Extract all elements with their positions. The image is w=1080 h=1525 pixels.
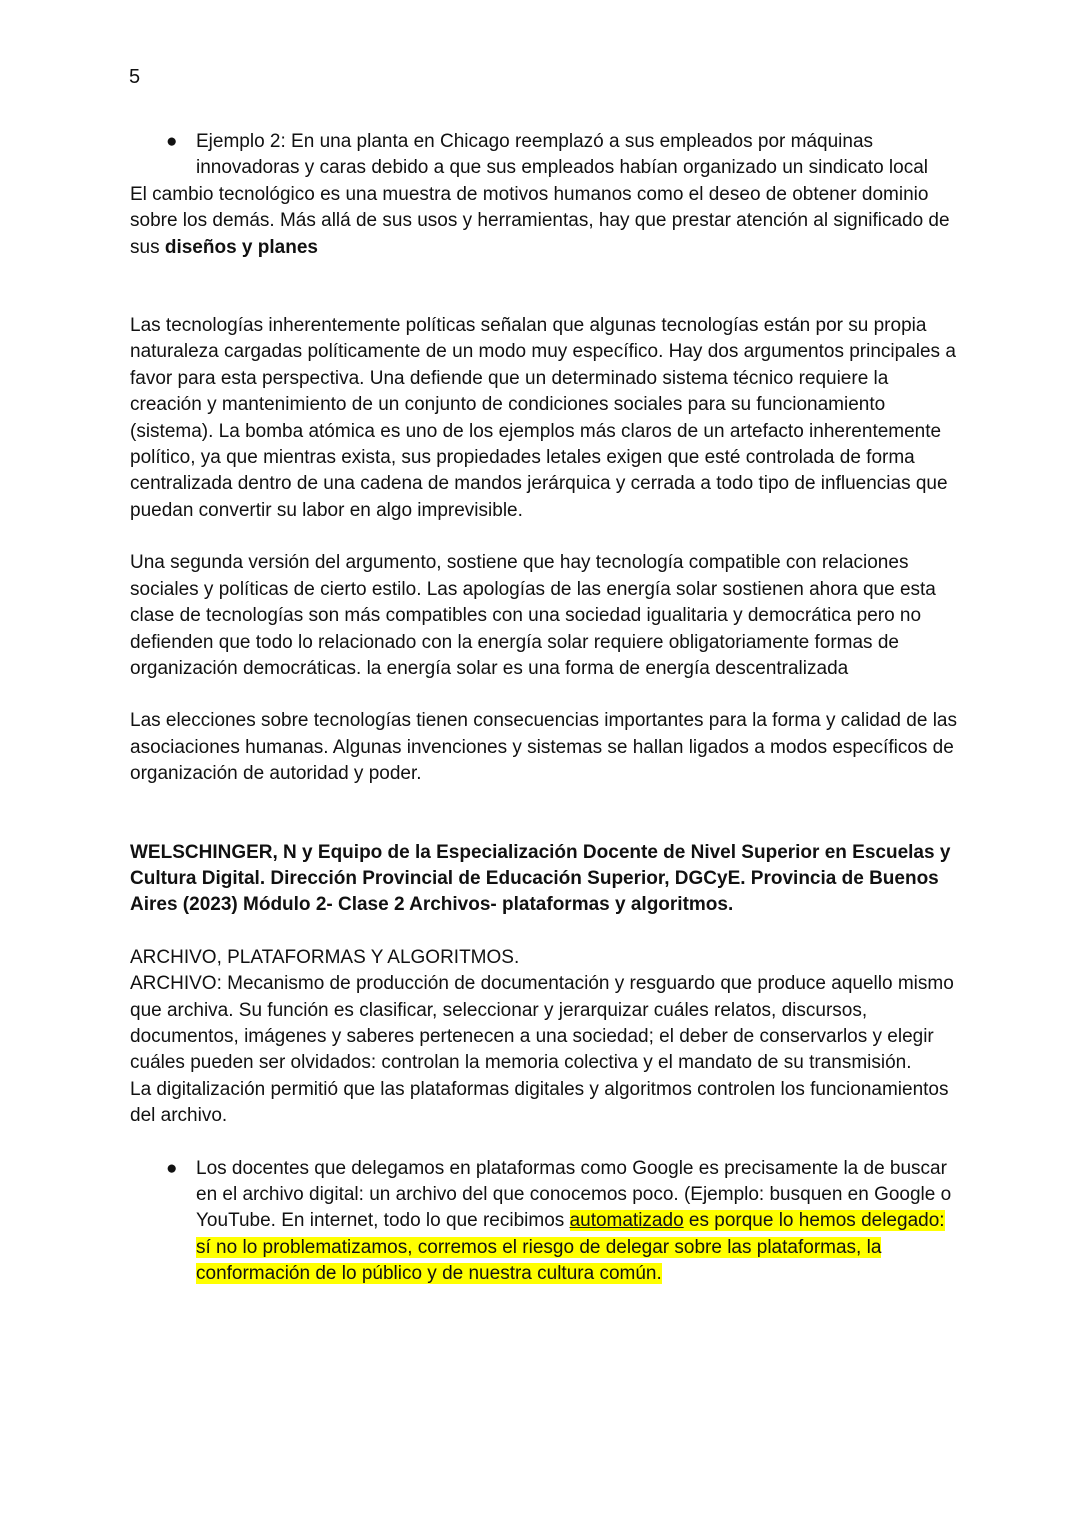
highlight-automatizado: automatizado <box>569 1210 684 1232</box>
section-title: ARCHIVO, PLATAFORMAS Y ALGORITMOS. <box>130 946 520 968</box>
paragraph-technology-choices: Las elecciones sobre tecnologías tienen consecuencias importantes para la forma y calidad de las asociaciones humanas. Algunas invenciones y sistemas se hallan ligados a modos específicos de organización de autoridad y poder. <box>130 710 957 785</box>
paragraph-digitalization: La digitalización permitió que las plataformas digitales y algoritmos controlen los funcionamientos del archivo. <box>130 1078 949 1127</box>
list-item-docentes <box>130 1156 960 1288</box>
paragraph-technological-change-text: El cambio tecnológico es una muestra de motivos humanos como el deseo de obtener dominio sobre los demás. Más allá de sus usos y herramientas, hay que prestar atención al significado de sus <box>130 183 950 258</box>
docentes-text: Los docentes que delegamos en plataformas como Google es precisamente la de buscar en el archivo digital: un archivo del que conocemos poco. (Ejemplo: busquen en Google o YouTube. En internet, todo lo que recibimos <box>196 1157 952 1232</box>
bibliographic-reference: WELSCHINGER, N y Equipo de la Especialización Docente de Nivel Superior en Escuelas y Cultura Digital. Dirección Provincial de Educación Superior, DGCyE. Provincia de Buenos Aires (2023) Módulo 2- Clase 2 Archivos- plataformas y algoritmos. <box>130 841 951 916</box>
paragraph-technological-change <box>130 182 960 261</box>
paragraph-inherently-political: Las tecnologías inherentemente políticas señalan que algunas tecnologías están por su propia naturaleza cargadas políticamente de un modo muy específico. Hay dos argumentos principales a favor para esta perspectiva. Una defiende que un determinado sistema técnico requiere la creación y mantenimiento de un conjunto de condiciones sociales para su funcionamiento (sistema). La bomba atómica es uno de los ejemplos más claros de un artefacto inherentemente político, ya que mientras exista, sus propiedades letales exigen que esté controlada de forma centralizada dentro de una cadena de mandos jerárquica y cerrada a todo tipo de influencias que puedan convertir su labor en algo imprevisible. <box>130 315 956 521</box>
designs-and-plans-bold: diseños y planes <box>164 236 318 258</box>
document-body <box>130 129 960 1288</box>
page-number: 5 <box>129 66 141 88</box>
bullet-icon: ● <box>166 1157 178 1179</box>
paragraph-second-version: Una segunda versión del argumento, sostiene que hay tecnología compatible con relaciones sociales y políticas de cierto estilo. Las apologías de las energía solar sostienen ahora que esta clase de tecnologías son más compatibles con una sociedad igualitaria y democrática pero no defienden que todo lo relacionado con la energía solar requiere obligatoriamente formas de organización democráticas. la energía solar es una forma de energía descentralizada <box>130 552 936 679</box>
paragraph-archivo-definition: ARCHIVO: Mecanismo de producción de documentación y resguardo que produce aquello mismo que archiva. Su función es clasificar, seleccionar y jerarquizar cuáles relatos, discursos, documentos, imágenes y saberes pertenecen a una sociedad; el deber de conservarlos y elegir cuáles pueden ser olvidados: controlan la memoria colectiva y el mandato de su transmisión. <box>130 973 954 1074</box>
list-item-example-2 <box>130 129 960 182</box>
bullet-icon: ● <box>166 131 178 152</box>
example-2-text: Ejemplo 2: En una planta en Chicago reemplazó a sus empleados por máquinas innovadoras y caras debido a que sus empleados habían organizado un sindicato local <box>196 131 928 179</box>
highlighted-text: es porque lo hemos delegado: sí no lo problematizamos, corremos el riesgo de delegar sobre las plataformas, la conformación de lo público y de nuestra cultura común. <box>196 1210 945 1285</box>
